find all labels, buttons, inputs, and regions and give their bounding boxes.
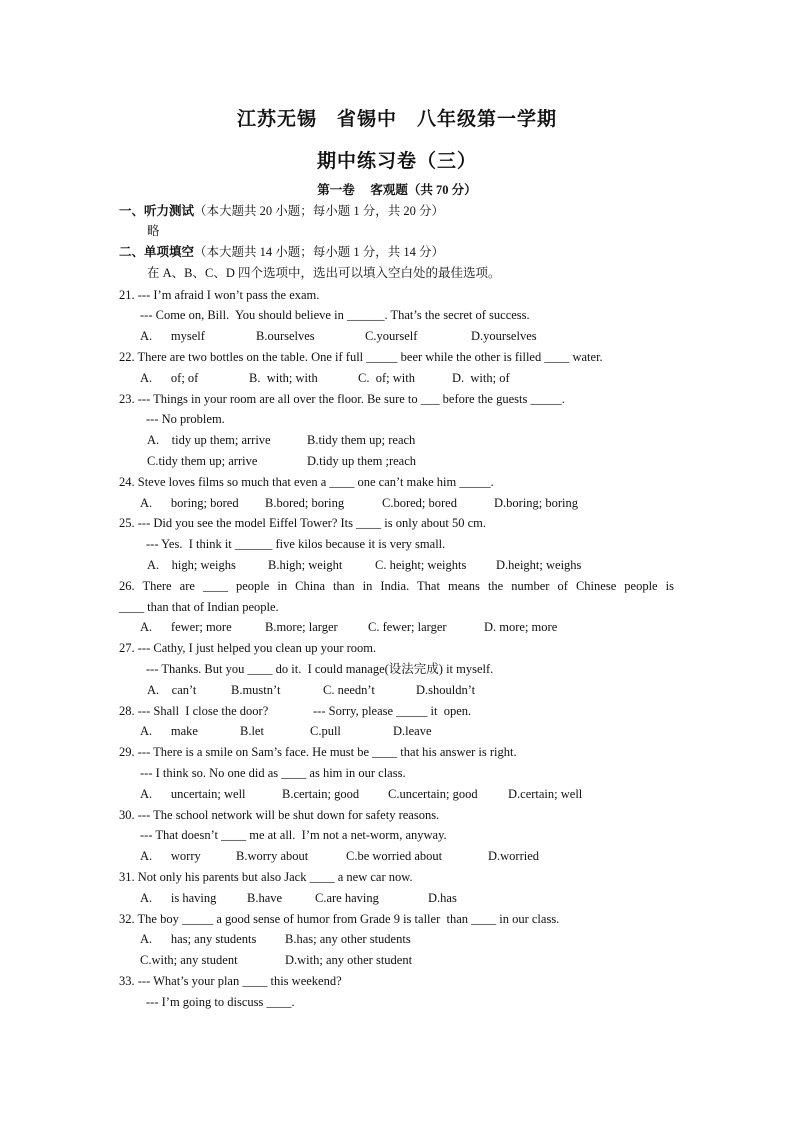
option-a: A. boring; bored <box>140 496 239 510</box>
question-text: 22. There are two bottles on the table. One if full _____ beer while the other is filled ____ water. <box>119 350 603 364</box>
option-c: C. fewer; larger <box>368 620 447 634</box>
option-c: C.bored; bored <box>382 496 457 510</box>
section-choice-instruction: 在 A、B、C、D 四个选项中，选出可以填入空白处的最佳选项。 <box>147 266 501 280</box>
option-d: D.boring; boring <box>494 496 579 510</box>
option-b: B.mustn’t <box>231 683 281 697</box>
question-text: --- Yes. I think it ______ five kilos because it is very small. <box>146 537 446 551</box>
part-heading: 第一卷 客观题（共 70 分） <box>317 183 477 197</box>
exam-subtitle: 期中练习卷（三） <box>316 151 477 172</box>
option-d: D.worried <box>488 849 540 863</box>
option-c: C. needn’t <box>323 683 375 697</box>
option-c: C.with; any student <box>140 953 238 967</box>
question-text-justified: 26. There are ____ people in China than in India. That means the number of Chinese people is <box>119 579 674 593</box>
section-choice <box>119 244 444 260</box>
question-text: 31. Not only his parents but also Jack ____ a new car now. <box>119 870 413 884</box>
option-c: C. height; weights <box>375 558 467 572</box>
option-a: A. uncertain; well <box>140 787 246 801</box>
section-listening <box>119 203 444 219</box>
option-d: D.certain; well <box>508 787 583 801</box>
question-text: --- Come on, Bill. You should believe in ______. That’s the secret of success. <box>140 308 530 322</box>
option-b: B.worry about <box>236 849 309 863</box>
question-text: --- Thanks. But you ____ do it. I could manage(设法完成) it myself. <box>146 662 494 676</box>
question-text: --- No problem. <box>146 412 225 426</box>
option-d: D. with; of <box>452 371 510 385</box>
option-c: C.uncertain; good <box>388 787 478 801</box>
option-d: D.tidy up them ;reach <box>307 454 416 468</box>
option-d: D.leave <box>393 724 432 738</box>
option-c: C.tidy them up; arrive <box>147 454 258 468</box>
option-d: D.shouldn’t <box>416 683 476 697</box>
section-listening-head: 一、听力测试 <box>119 204 195 218</box>
option-a: A. is having <box>140 891 217 905</box>
option-a: A. has; any students <box>140 932 257 946</box>
question-text: 33. --- What’s your plan ____ this weekend? <box>119 974 342 988</box>
option-d: D. more; more <box>484 620 558 634</box>
question-text: 21. --- I’m afraid I won’t pass the exam. <box>119 288 320 302</box>
option-b: B.let <box>240 724 264 738</box>
option-d: D.with; any other student <box>285 953 413 967</box>
option-a: A. myself <box>140 329 205 343</box>
question-text: 24. Steve loves films so much that even a ____ one can’t make him _____. <box>119 475 494 489</box>
question-text: 30. --- The school network will be shut down for safety reasons. <box>119 808 440 822</box>
option-d: D.yourselves <box>471 329 537 343</box>
question-text: 25. --- Did you see the model Eiffel Tower? Its ____ is only about 50 cm. <box>119 516 486 530</box>
option-a: A. fewer; more <box>140 620 232 634</box>
question-text: --- I think so. No one did as ____ as him in our class. <box>140 766 406 780</box>
option-a: A. high; weighs <box>147 558 236 572</box>
question-text: 28. --- Shall I close the door? <box>119 704 269 718</box>
option-b: B. with; with <box>249 371 318 385</box>
question-text: 29. --- There is a smile on Sam’s face. He must be ____ that his answer is right. <box>119 745 517 759</box>
option-b: B.more; larger <box>265 620 338 634</box>
option-b: B.high; weight <box>268 558 343 572</box>
option-c: C. of; with <box>358 371 415 385</box>
option-b: B.ourselves <box>256 329 315 343</box>
option-a: A. make <box>140 724 198 738</box>
option-d: D.height; weighs <box>496 558 582 572</box>
exam-title: 江苏无锡 省锡中 八年级第一学期 <box>236 109 557 130</box>
option-b: B.certain; good <box>282 787 360 801</box>
option-d: D.has <box>428 891 457 905</box>
section-choice-desc: （本大题共 14 小题；每小题 1 分，共 14 分） <box>194 245 445 259</box>
question-text: --- That doesn’t ____ me at all. I’m not a net-worm, anyway. <box>140 828 447 842</box>
question-text: 27. --- Cathy, I just helped you clean up your room. <box>119 641 377 655</box>
option-c: C.pull <box>310 724 341 738</box>
question-text: ____ than that of Indian people. <box>119 600 279 614</box>
option-b: B.tidy them up; reach <box>307 433 416 447</box>
option-c: C.be worried about <box>346 849 443 863</box>
section-choice-head: 二、单项填空 <box>119 245 195 259</box>
question-text: --- Sorry, please _____ it open. <box>313 704 472 718</box>
section-listening-note: 略 <box>147 224 160 238</box>
question-text: 23. --- Things in your room are all over the floor. Be sure to ___ before the guests _____. <box>119 392 565 406</box>
question-text: 32. The boy _____ a good sense of humor from Grade 9 is taller than ____ in our class. <box>119 912 560 926</box>
option-c: C.yourself <box>365 329 418 343</box>
option-b: B.have <box>247 891 283 905</box>
option-b: B.has; any other students <box>285 932 411 946</box>
option-b: B.bored; boring <box>265 496 345 510</box>
option-a: A. tidy up them; arrive <box>147 433 271 447</box>
question-text: --- I’m going to discuss ____. <box>146 995 295 1009</box>
question-text <box>119 578 674 594</box>
option-c: C.are having <box>315 891 379 905</box>
option-a: A. can’t <box>147 683 197 697</box>
section-listening-desc: （本大题共 20 小题；每小题 1 分，共 20 分） <box>194 204 445 218</box>
option-a: A. of; of <box>140 371 199 385</box>
option-a: A. worry <box>140 849 201 863</box>
